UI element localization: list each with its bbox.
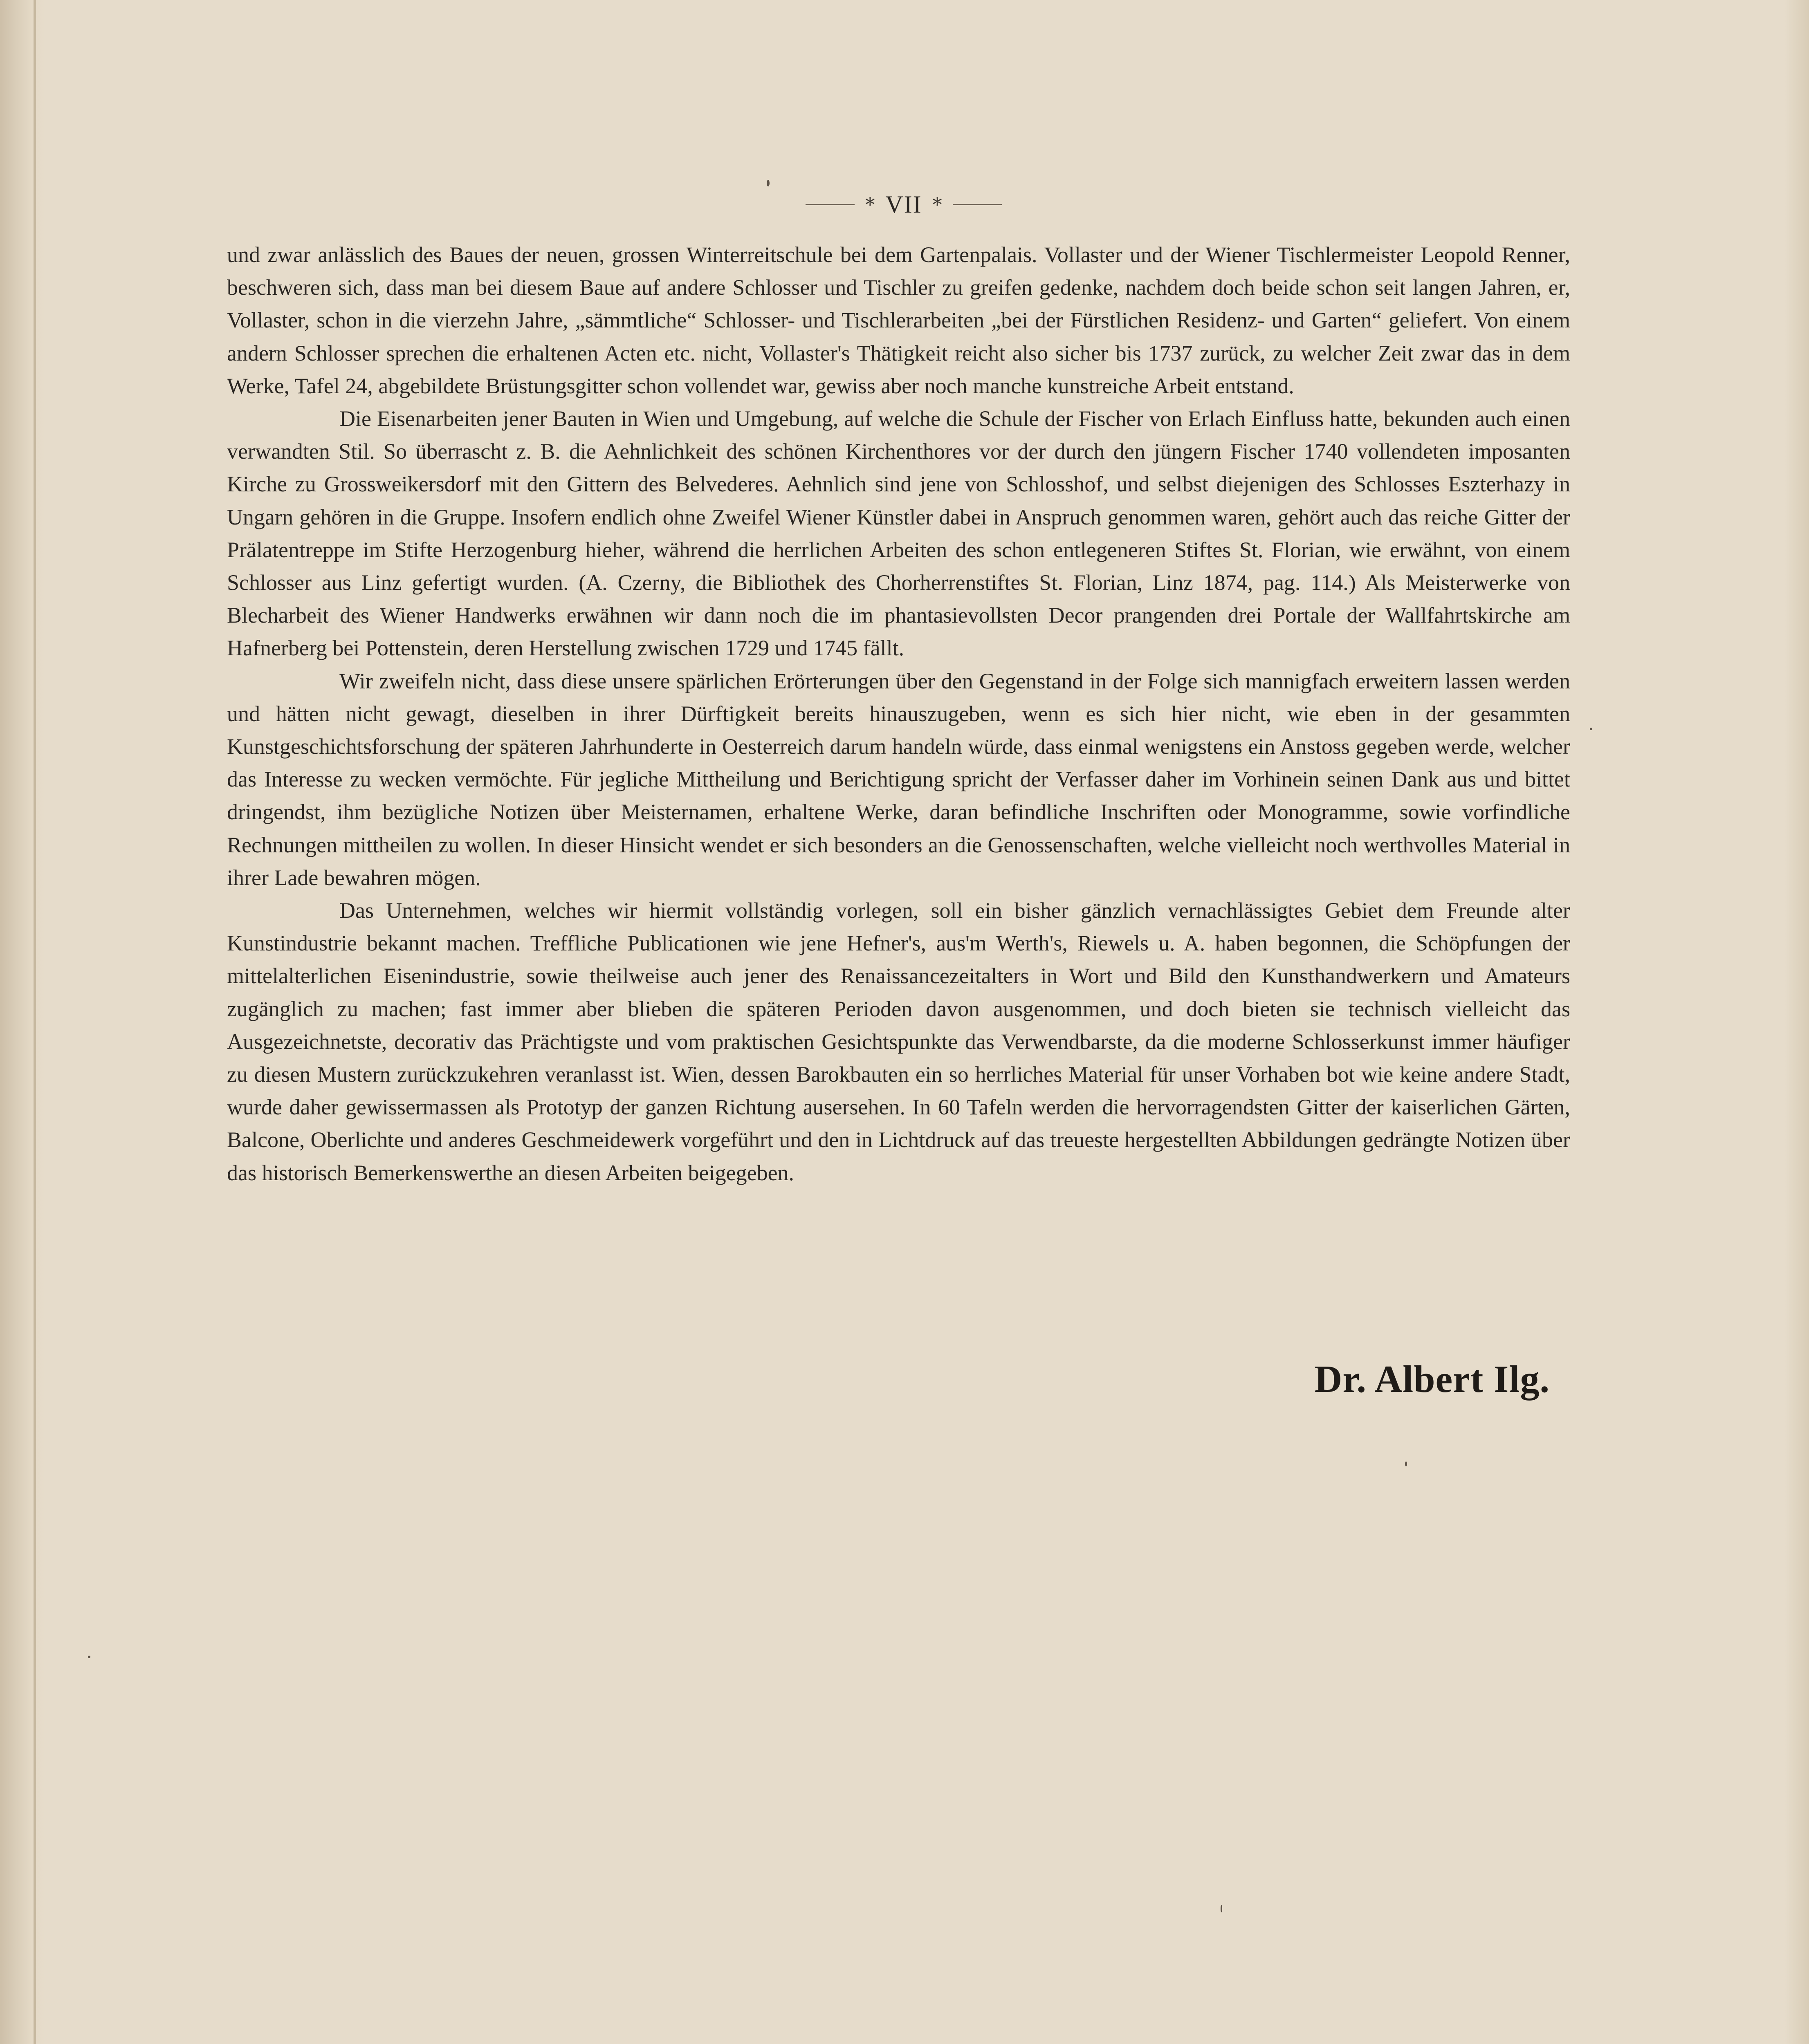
page-left-edge bbox=[0, 0, 45, 2044]
page-right-edge bbox=[1784, 0, 1809, 2044]
paper-speck bbox=[1221, 1905, 1222, 1912]
header-rule-right bbox=[953, 204, 1002, 205]
binding-fold-line bbox=[34, 0, 36, 2044]
paragraph-4: Das Unternehmen, welches wir hiermit vollständig vorlegen, soll ein bisher gänzlich vernachlässigtes Gebiet dem Freunde alter Kunstindustrie bekannt machen. Treffliche Publicationen wie jene Hefner's, aus'm Werth's, Riewels u. A. haben begonnen, die Schöpfungen der mittelalterlichen Eisenindustrie, sowie theilweise auch jener des Renaissancezeitalters in Wort und Bild den Kunsthandwerkern und Amateurs zugänglich zu machen; fast immer aber blieben die späteren Perioden davon ausgenommen, und doch bieten sie technisch vielleicht das Ausgezeichnetste, decorativ das Prächtigste und vom praktischen Gesichtspunkte das Verwendbarste, da die moderne Schlosserkunst immer häufiger zu diesen Mustern zurückzukehren veranlasst ist. Wien, dessen Barokbauten ein so herrliches Material für unser Vorhaben bot wie keine andere Stadt, wurde daher gewissermassen als Prototyp der ganzen Richtung ausersehen. In 60 Tafeln werden die hervorragendsten Gitter der kaiserlichen Gärten, Balcone, Oberlichte und anderes Geschmeidewerk vorgeführt und den in Lichtdruck auf das treueste hergestellten Abbildungen gedrängte Notizen über das historisch Bemerkenswerthe an diesen Arbeiten beigegeben. bbox=[227, 898, 1570, 1185]
paper-speck bbox=[767, 180, 770, 186]
paper-speck bbox=[1405, 1461, 1407, 1466]
header-rule-left bbox=[806, 204, 855, 205]
paper-speck bbox=[88, 1656, 90, 1658]
paragraph-3: Wir zweifeln nicht, dass diese unsere spärlichen Erörterungen über den Gegenstand in der Folge sich mannigfach erweitern lassen werden und hätten nicht gewagt, dieselben in ihrer Dürftigkeit bereits hinauszugeben, wenn es sich hier nicht, wie eben in der gesammten Kunstgeschichtsforschung der späteren Jahrhunderte in Oesterreich darum handeln würde, dass einmal wenigstens ein Anstoss gegeben werde, welcher das Interesse zu wecken vermöchte. Für jegliche Mittheilung und Berichtigung spricht der Verfasser daher im Vorhinein seinen Dank aus und bittet dringendst, ihm bezügliche Notizen über Meisternamen, erhaltene Werke, daran befindliche Inschriften oder Monogramme, sowie vorfindliche Rechnungen mittheilen zu wollen. In dieser Hinsicht wendet er sich besonders an die Genossenschaften, welche vielleicht noch werthvolles Material in ihrer Lade bewahren mögen. bbox=[227, 668, 1570, 890]
author-signature: Dr. Albert Ilg. bbox=[1314, 1358, 1550, 1401]
body-text bbox=[227, 238, 1570, 1189]
paragraph-2: Die Eisenarbeiten jener Bauten in Wien und Umgebung, auf welche die Schule der Fischer von Erlach Einfluss hatte, bekunden auch einen verwandten Stil. So überrascht z. B. die Aehnlichkeit des schönen Kirchenthores vor der durch den jüngern Fischer 1740 vollendeten imposanten Kirche zu Grossweikersdorf mit den Gittern des Belvederes. Aehnlich sind jene von Schlosshof, und selbst diejenigen des Schlosses Eszterhazy in Ungarn gehören in die Gruppe. Insofern endlich ohne Zweifel Wiener Künstler dabei in Anspruch genommen waren, gehört auch das reiche Gitter der Prälatentreppe im Stifte Herzogenburg hieher, während die herrlichen Arbeiten des schon entlegeneren Stiftes St. Florian, wie erwähnt, von einem Schlosser aus Linz gefertigt wurden. (A. Czerny, die Bibliothek des Chorherrenstiftes St. Florian, Linz 1874, pag. 114.) Als Meisterwerke von Blecharbeit des Wiener Handwerks erwähnen wir dann noch die im phantasievollsten Decor prangenden drei Portale der Wallfahrtskirche am Hafnerberg bei Pottenstein, deren Herstellung zwischen 1729 und 1745 fällt. bbox=[227, 406, 1570, 661]
page-number: VII bbox=[885, 191, 922, 218]
header-star-left: * bbox=[865, 193, 875, 215]
paper-speck bbox=[1590, 728, 1592, 730]
header-star-right: * bbox=[932, 193, 942, 215]
page-header bbox=[777, 186, 1030, 223]
paragraph-1: und zwar anlässlich des Baues der neuen, grossen Winterreitschule bei dem Gartenpalais. Vollaster und der Wiener Tischlermeister Leopold Renner, beschweren sich, dass man bei diesem Baue auf andere Schlosser und Tischler zu greifen gedenke, nachdem doch beide schon seit langen Jahren, er, Vollaster, schon in die vierzehn Jahre, „sämmtliche“ Schlosser- und Tischlerarbeiten „bei der Fürstlichen Residenz- und Garten“ geliefert. Von einem andern Schlosser sprechen die erhaltenen Acten etc. nicht, Vollaster's Thätigkeit reicht also sicher bis 1737 zurück, zu welcher Zeit zwar das in dem Werke, Tafel 24, abgebildete Brüstungsgitter schon vollendet war, gewiss aber noch manche kunstreiche Arbeit entstand. bbox=[227, 242, 1570, 398]
